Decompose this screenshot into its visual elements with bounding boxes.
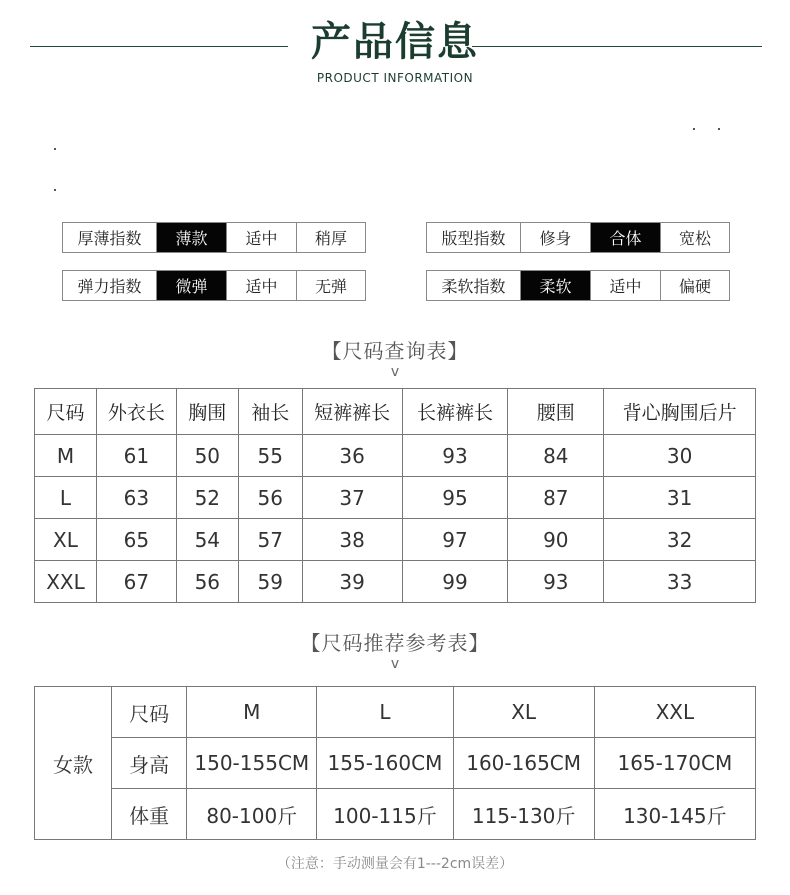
table-cell: 38 (302, 519, 402, 561)
table-row (35, 789, 756, 840)
table-cell: XXL (594, 687, 755, 738)
table-cell: L (35, 477, 97, 519)
recommend-table (34, 686, 756, 840)
table-cell: XL (453, 687, 594, 738)
table-cell: 99 (402, 561, 508, 603)
index-thickness (62, 222, 366, 253)
table-cell: 115-130斤 (453, 789, 594, 840)
index-option: 合体 (591, 223, 661, 252)
table-cell: 130-145斤 (594, 789, 755, 840)
decorative-dot (54, 189, 56, 191)
index-option: 修身 (521, 223, 591, 252)
measurement-note: （注意：手动测量会有1---2cm误差） (276, 856, 514, 872)
table-cell: 84 (508, 435, 604, 477)
table-row (35, 687, 756, 738)
index-option: 宽松 (678, 229, 711, 248)
table-row (35, 561, 756, 603)
table-cell: 57 (238, 519, 302, 561)
table-cell: 61 (96, 435, 176, 477)
table-row (35, 435, 756, 477)
table-cell: L (317, 687, 453, 738)
table-cell: 56 (176, 561, 238, 603)
index-option: 适中 (591, 271, 661, 300)
index-option: 无弹 (314, 277, 347, 296)
table-cell: 150-155CM (187, 738, 317, 789)
table-cell: 93 (402, 435, 508, 477)
header-cell: 背心胸围后片 (604, 389, 756, 435)
decorative-dot (718, 128, 720, 130)
table-cell: M (35, 435, 97, 477)
table-cell: 97 (402, 519, 508, 561)
table-cell: 63 (96, 477, 176, 519)
page-subtitle: PRODUCT INFORMATION (316, 71, 474, 85)
table-cell: 30 (604, 435, 756, 477)
size-table-header (35, 389, 756, 435)
table-row (35, 477, 756, 519)
index-option: 微弹 (157, 271, 227, 300)
table-cell: 67 (96, 561, 176, 603)
index-option: 适中 (227, 223, 297, 252)
table-cell: XXL (35, 561, 97, 603)
table-cell: 93 (508, 561, 604, 603)
recommend-table-arrow: v (390, 656, 400, 672)
table-row (35, 738, 756, 789)
table-cell: 39 (302, 561, 402, 603)
index-softness (426, 270, 730, 301)
table-cell: 100-115斤 (317, 789, 453, 840)
row-label: 尺码 (112, 687, 187, 738)
decorative-dot (54, 148, 56, 150)
size-table (34, 388, 756, 603)
index-label: 版型指数 (427, 223, 521, 252)
header-cell: 腰围 (508, 389, 604, 435)
index-option: 偏硬 (678, 277, 711, 296)
table-cell: 95 (402, 477, 508, 519)
recommend-table-title: 【尺码推荐参考表】 (300, 631, 490, 655)
table-cell: 37 (302, 477, 402, 519)
table-cell: M (187, 687, 317, 738)
header-cell: 尺码 (35, 389, 97, 435)
index-option: 稍厚 (314, 229, 347, 248)
table-cell: 54 (176, 519, 238, 561)
table-cell: 59 (238, 561, 302, 603)
header-cell: 胸围 (176, 389, 238, 435)
table-cell: XL (35, 519, 97, 561)
table-cell: 31 (604, 477, 756, 519)
table-row (35, 519, 756, 561)
index-option: 柔软 (521, 271, 591, 300)
table-cell: 56 (238, 477, 302, 519)
header-cell: 外衣长 (96, 389, 176, 435)
row-label: 体重 (112, 789, 187, 840)
table-cell: 90 (508, 519, 604, 561)
index-option: 适中 (227, 271, 297, 300)
table-cell: 160-165CM (453, 738, 594, 789)
size-table-title: 【尺码查询表】 (321, 339, 469, 363)
table-cell: 52 (176, 477, 238, 519)
table-cell: 155-160CM (317, 738, 453, 789)
table-cell: 87 (508, 477, 604, 519)
header-cell: 长裤裤长 (402, 389, 508, 435)
table-cell: 55 (238, 435, 302, 477)
header-cell: 袖长 (238, 389, 302, 435)
index-label: 厚薄指数 (63, 223, 157, 252)
index-label: 柔软指数 (427, 271, 521, 300)
index-elasticity (62, 270, 366, 301)
table-cell: 33 (604, 561, 756, 603)
size-table-arrow: v (390, 364, 400, 380)
index-label: 弹力指数 (63, 271, 157, 300)
table-cell: 32 (604, 519, 756, 561)
row-label: 身高 (112, 738, 187, 789)
index-fit (426, 222, 730, 253)
group-label: 女款 (35, 687, 112, 840)
header-cell: 短裤裤长 (302, 389, 402, 435)
page-title: 产品信息 (311, 19, 479, 65)
decorative-dot (693, 128, 695, 130)
table-cell: 165-170CM (594, 738, 755, 789)
table-cell: 36 (302, 435, 402, 477)
index-option: 薄款 (157, 223, 227, 252)
table-cell: 65 (96, 519, 176, 561)
table-cell: 50 (176, 435, 238, 477)
table-cell: 80-100斤 (187, 789, 317, 840)
